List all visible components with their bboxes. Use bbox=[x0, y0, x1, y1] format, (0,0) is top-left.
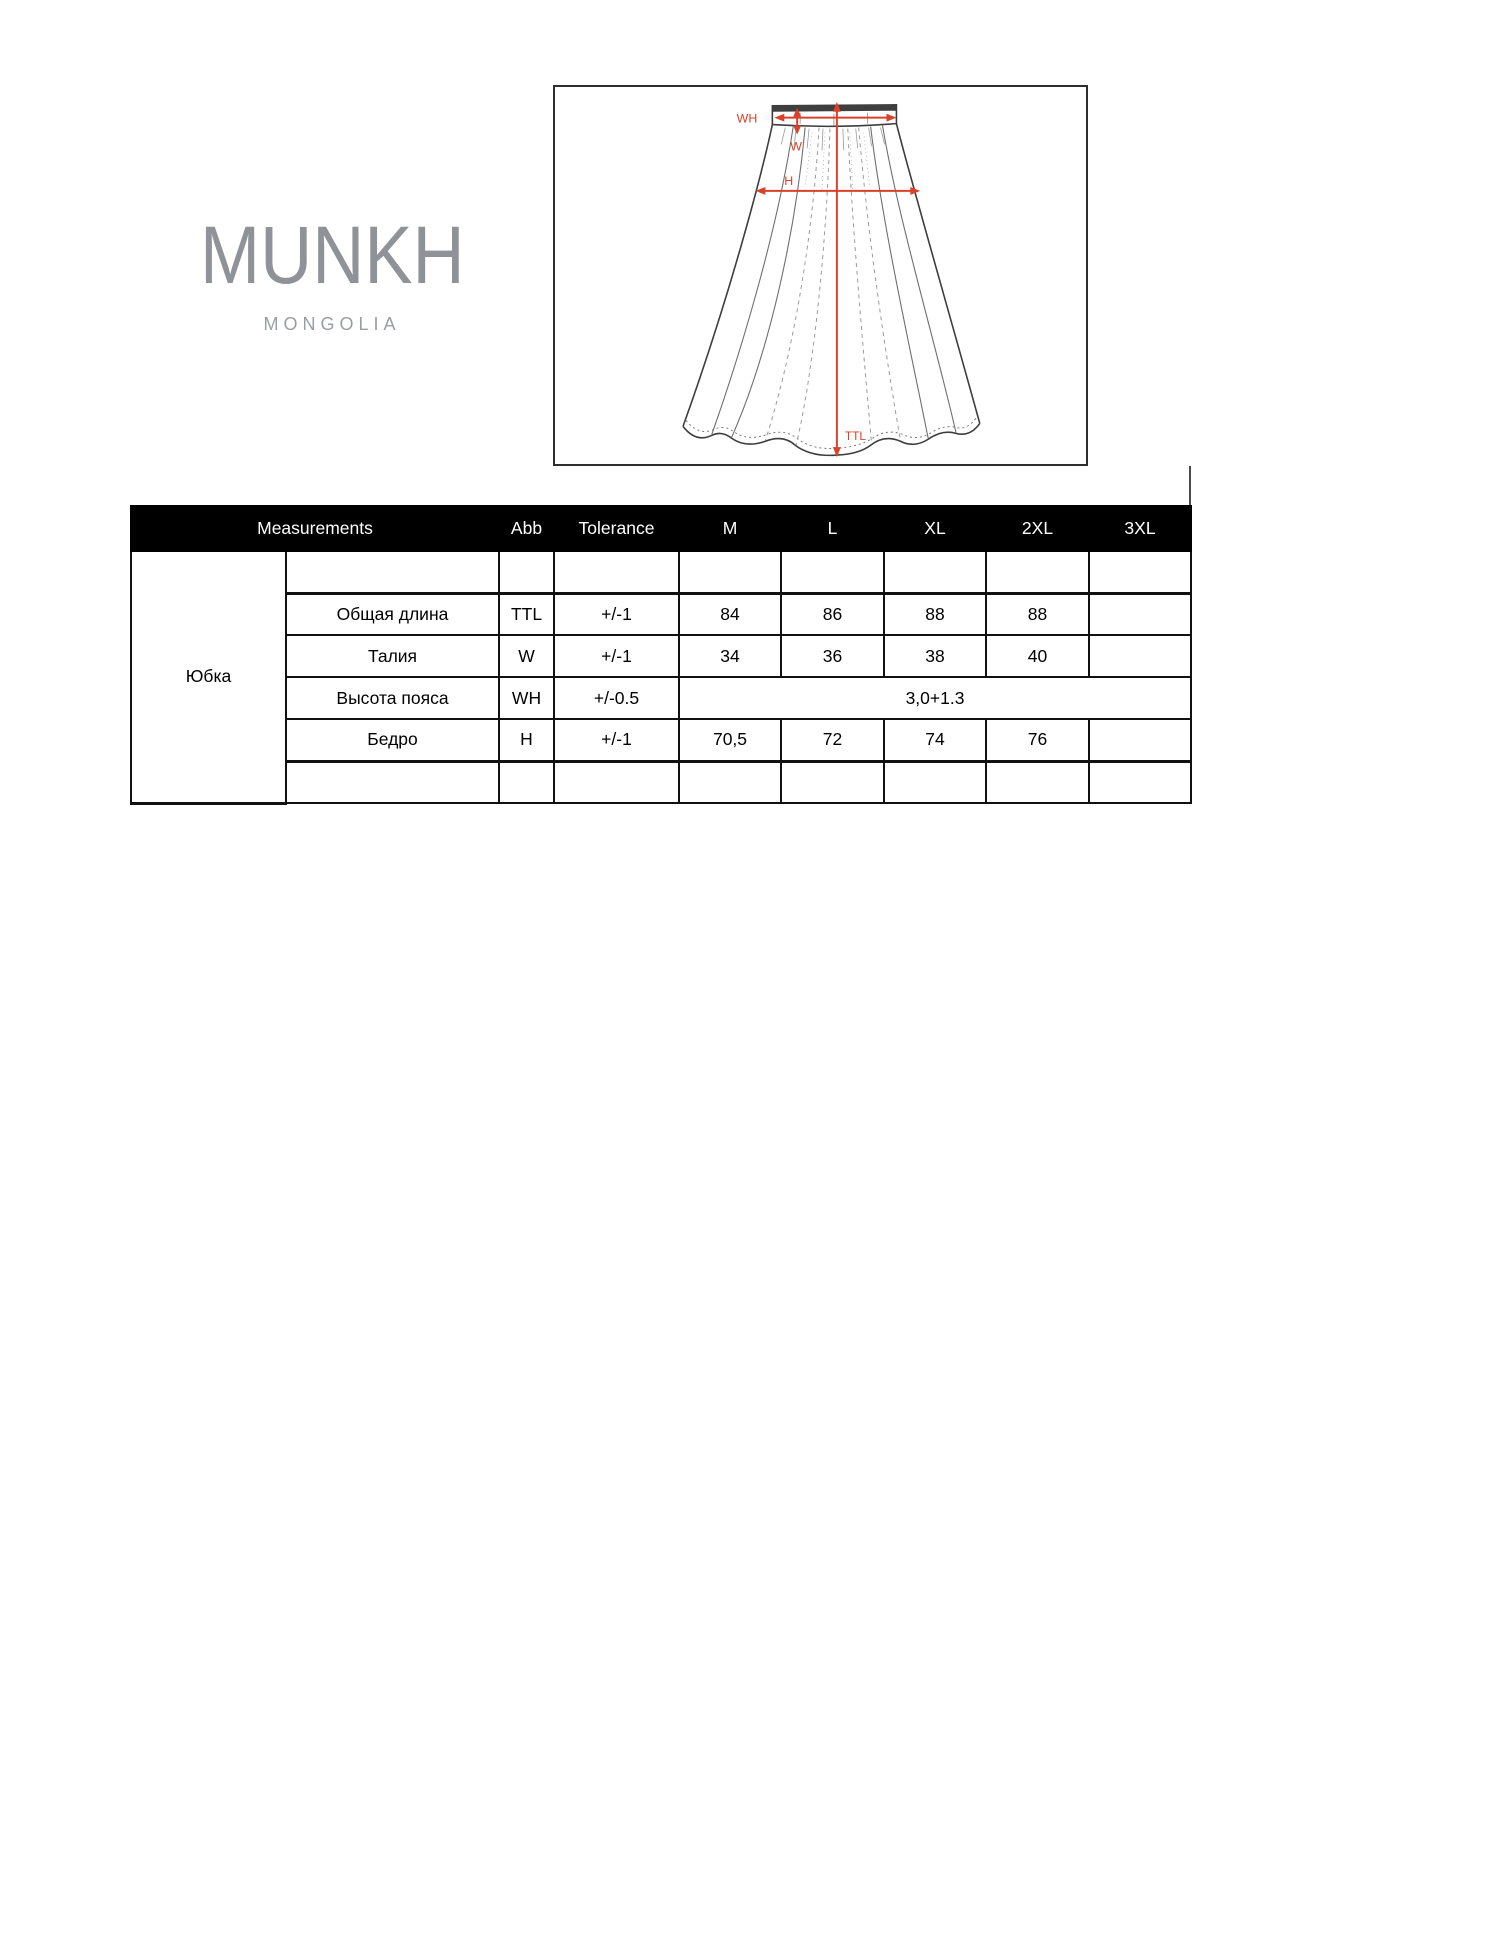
name-cell: Талия bbox=[286, 635, 499, 677]
size-cell bbox=[884, 551, 986, 593]
name-cell: Бедро bbox=[286, 719, 499, 761]
size-cell bbox=[884, 761, 986, 803]
size-cell-m: 84 bbox=[679, 593, 781, 635]
hem-stitching bbox=[686, 418, 976, 448]
skirt-left-edge bbox=[683, 125, 772, 427]
header-size-l: L bbox=[781, 506, 884, 551]
ttl-label: TTL bbox=[844, 429, 866, 444]
measurement-annotations bbox=[737, 102, 921, 457]
size-cell-3xl bbox=[1089, 593, 1191, 635]
skirt-right-edge bbox=[896, 124, 979, 424]
abb-cell: WH bbox=[499, 677, 554, 719]
abb-cell bbox=[499, 761, 554, 803]
size-cell bbox=[986, 761, 1089, 803]
table-row-total-length bbox=[131, 593, 1191, 635]
tolerance-cell: +/-0.5 bbox=[554, 677, 679, 719]
size-cell bbox=[781, 761, 884, 803]
name-cell bbox=[286, 761, 499, 803]
tolerance-cell: +/-1 bbox=[554, 635, 679, 677]
header-abb: Abb bbox=[499, 506, 554, 551]
name-cell: Высота пояса bbox=[286, 677, 499, 719]
wh-label: WH bbox=[736, 111, 758, 126]
header-size-m: M bbox=[679, 506, 781, 551]
brand-name: MUNKH bbox=[200, 210, 465, 301]
size-cell-l: 86 bbox=[781, 593, 884, 635]
size-cell bbox=[1089, 761, 1191, 803]
header-size-xl: XL bbox=[884, 506, 986, 551]
size-cell-m: 34 bbox=[679, 635, 781, 677]
size-cell-xl: 88 bbox=[884, 593, 986, 635]
size-cell bbox=[679, 761, 781, 803]
name-cell: Общая длина bbox=[286, 593, 499, 635]
size-cell-3xl bbox=[1089, 635, 1191, 677]
panel-lines bbox=[712, 126, 956, 446]
h-label: H bbox=[784, 173, 794, 188]
size-cell-l: 36 bbox=[781, 635, 884, 677]
table-row-hip bbox=[131, 719, 1191, 761]
table-row-waist bbox=[131, 635, 1191, 677]
abb-cell: W bbox=[499, 635, 554, 677]
brand-subtitle: MONGOLIA bbox=[263, 314, 401, 334]
table-row-empty-top bbox=[131, 551, 1191, 593]
tolerance-cell bbox=[554, 761, 679, 803]
measurements-table bbox=[130, 505, 1192, 805]
abb-cell: H bbox=[499, 719, 554, 761]
size-cell-m: 70,5 bbox=[679, 719, 781, 761]
name-cell bbox=[286, 551, 499, 593]
header-size-3xl: 3XL bbox=[1089, 506, 1191, 551]
abb-cell: TTL bbox=[499, 593, 554, 635]
table-row-waistband-height bbox=[131, 677, 1191, 719]
cell-border-remnant-line bbox=[1189, 466, 1191, 506]
size-cell bbox=[781, 551, 884, 593]
tolerance-cell: +/-1 bbox=[554, 719, 679, 761]
table-header-row bbox=[131, 506, 1191, 551]
brand-logo bbox=[200, 212, 464, 335]
tolerance-cell bbox=[554, 551, 679, 593]
size-cell-2xl: 40 bbox=[986, 635, 1089, 677]
merged-value-cell: 3,0+1.3 bbox=[679, 677, 1191, 719]
header-measurements: Measurements bbox=[131, 506, 499, 551]
skirt-technical-drawing bbox=[555, 87, 1086, 464]
abb-cell bbox=[499, 551, 554, 593]
header-tolerance: Tolerance bbox=[554, 506, 679, 551]
category-cell: Юбка bbox=[131, 551, 286, 803]
w-label: W bbox=[790, 139, 802, 154]
size-cell-l: 72 bbox=[781, 719, 884, 761]
size-cell bbox=[1089, 551, 1191, 593]
header-size-2xl: 2XL bbox=[986, 506, 1089, 551]
table-row-empty-bottom bbox=[131, 761, 1191, 803]
size-cell-2xl: 76 bbox=[986, 719, 1089, 761]
size-cell-xl: 74 bbox=[884, 719, 986, 761]
size-cell bbox=[679, 551, 781, 593]
tolerance-cell: +/-1 bbox=[554, 593, 679, 635]
size-cell-3xl bbox=[1089, 719, 1191, 761]
skirt-diagram-box bbox=[553, 85, 1088, 466]
size-cell bbox=[986, 551, 1089, 593]
w-arrowhead-bottom bbox=[793, 126, 801, 135]
size-cell-xl: 38 bbox=[884, 635, 986, 677]
size-cell-2xl: 88 bbox=[986, 593, 1089, 635]
